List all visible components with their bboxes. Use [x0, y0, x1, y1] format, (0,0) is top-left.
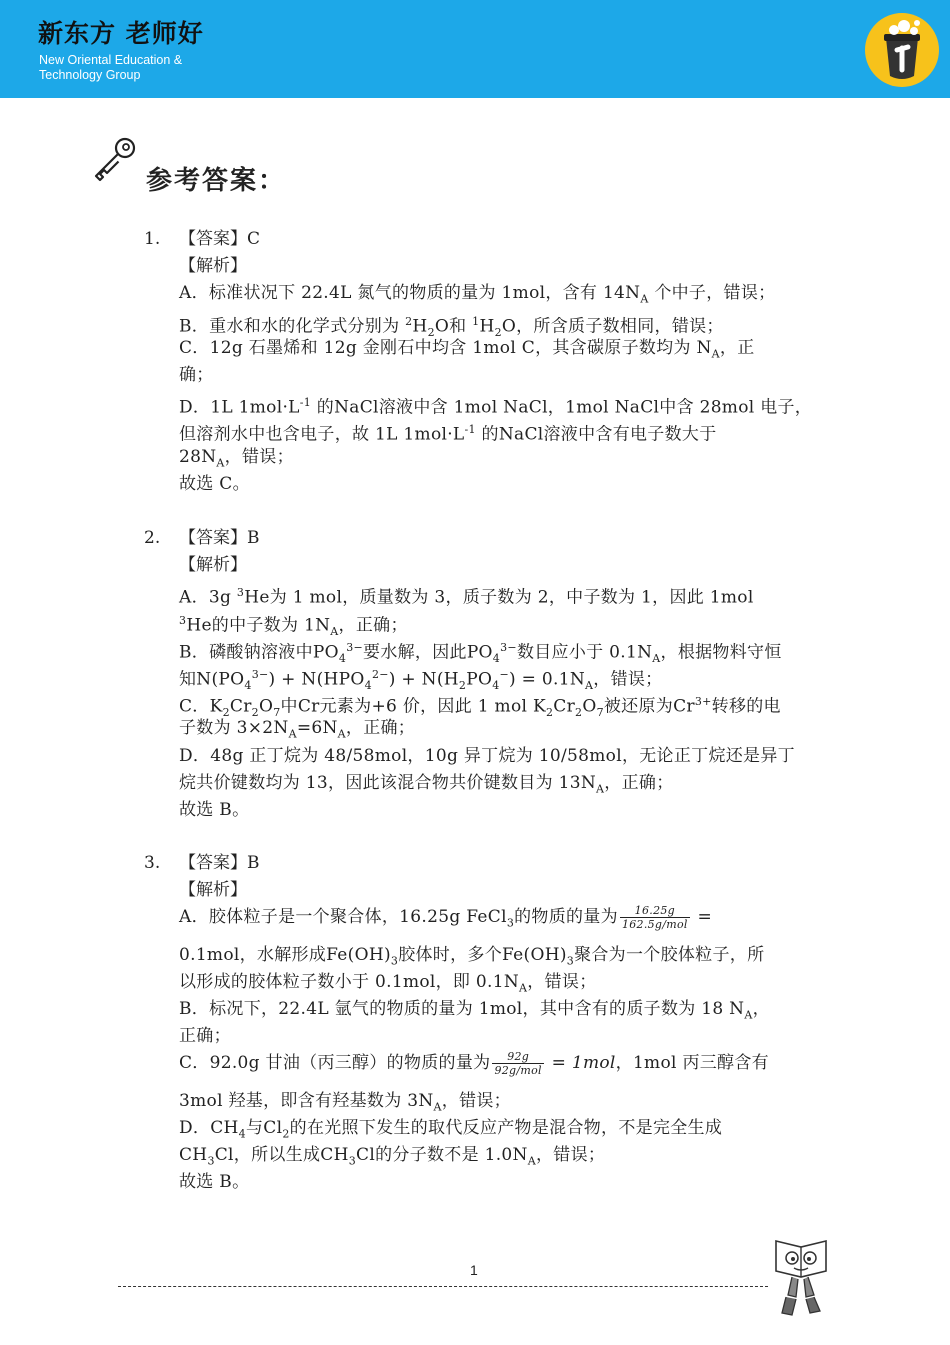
analysis-line: B．重水和水的化学式分别为 $^2H_2O$和 $^1H_2O$，所含质子数相同，错误；	[179, 314, 724, 339]
analysis-line: C．12g 石墨烯和 12g 金刚石中均含 1mol C，其含碳原子数均为 $N_A$，正	[179, 337, 755, 361]
page-number: 1	[470, 1262, 478, 1278]
analysis-line: 以形成的胶体粒子数小于 0.1mol，即 $0.1N_A$，错误；	[179, 971, 597, 995]
brand-english-line2: Technology Group	[39, 68, 141, 82]
analysis-line: A．胶体粒子是一个聚合体，16.25g FeCl$_3$的物质的量为 $\frac{16.25g}{\text{162.5g/mol}}$ =	[179, 904, 712, 932]
key-icon	[90, 136, 138, 184]
analysis-line: A．标准状况下 22.4L 氮气的物质的量为 1mol，含有 $14N_A$ 个中子，错误；	[179, 283, 776, 306]
analysis-line: 子数为 $3\times 2N_A=6N_A$，正确；	[179, 718, 416, 741]
question-number: 3.	[144, 853, 161, 873]
analysis-line: 确；	[179, 365, 214, 385]
answer-label: 【答案】B	[179, 853, 260, 873]
brand-name: 新东方 老师好	[38, 19, 204, 48]
analysis-line: 知$N(PO_4^{3-}) + N(HPO_4^{2-}) + N(H_2PO_4^-) = 0.1N_A$，错误；	[179, 668, 663, 693]
analysis-line: B．标况下，22.4L 氩气的物质的量为 1mol，其中含有的质子数为 18 $N_A$，	[179, 999, 770, 1022]
analysis-line: C．92.0g 甘油（丙三醇）的物质的量为 $\frac{92g}{\text{92g/mol}}$ = 1mol，1mol 丙三醇含有	[179, 1050, 769, 1078]
analysis-line: $28N_A$，错误；	[179, 446, 294, 469]
answer-label: 【答案】B	[179, 528, 260, 548]
page-header	[0, 0, 950, 98]
question-number: 2.	[144, 528, 161, 548]
analysis-line: $CH_3Cl$，所以生成$CH_3Cl$的分子数不是 $1.0N_A$，错误；	[179, 1145, 606, 1168]
analysis-line: 故选 B。	[179, 1172, 250, 1193]
brand-logo-icon	[864, 12, 940, 88]
analysis-line: 正确；	[179, 1026, 231, 1047]
section-title: 参考答案：	[146, 166, 287, 196]
brand-english-line1: New Oriental Education &	[39, 53, 183, 67]
analysis-line: 故选 C。	[179, 473, 250, 494]
analysis-line: D．$CH_4$与$Cl_2$的在光照下发生的取代反应产物是混合物，不是完全生成	[179, 1117, 723, 1141]
answer-label: 【答案】C	[179, 229, 261, 249]
analysis-line: $^3$He的中子数为 $1N_A$，正确；	[179, 613, 408, 638]
analysis-line: B．磷酸钠溶液中$PO_4^{3-}$要水解，因此$PO_4^{3-}$数目应小于 $0.1N_A$，根据物料守恒	[179, 640, 782, 665]
analysis-line: 故选 B。	[179, 800, 250, 820]
analysis-line: 烷共价键数均为 13，因此该混合物共价键数目为 $13N_A$，正确；	[179, 772, 674, 796]
analysis-line: 0.1mol，水解形成$Fe(OH)_3$胶体时，多个$Fe(OH)_3$聚合为一个胶体粒子，所	[179, 944, 765, 967]
analysis-line: C．$K_2Cr_2O_7$中Cr元素为+6 价，因此 1 mol $K_2Cr_2O_7$被还原为$Cr^{3+}$转移的电	[179, 695, 781, 720]
analysis-line: D．1L $1mol\cdot L^{-1}$ 的NaCl溶液中含 1mol NaCl，1mol NaCl中含 28mol 电子，	[179, 396, 813, 418]
question-number: 1.	[144, 229, 161, 249]
brand-english	[39, 53, 182, 83]
analysis-line: D．48g 正丁烷为 48/58mol，10g 异丁烷为 10/58mol，无论正丁烷还是异丁	[179, 745, 795, 766]
analysis-label: 【解析】	[179, 256, 247, 277]
footer-divider	[118, 1286, 768, 1287]
analysis-line: A．3g $^3$He为 1 mol，质量数为 3，质子数为 2，中子数为 1，因此 1mol	[179, 586, 754, 609]
analysis-label: 【解析】	[179, 555, 247, 576]
analysis-line: 但溶剂水中也含电子，故 1L $1mol\cdot L^{-1}$ 的NaCl溶液中含有电子数大于	[179, 423, 717, 446]
analysis-label: 【解析】	[179, 880, 247, 901]
analysis-line: 3mol 羟基，即含有羟基数为 $3N_A$，错误；	[179, 1090, 511, 1113]
reading-mascot-icon	[770, 1235, 832, 1317]
